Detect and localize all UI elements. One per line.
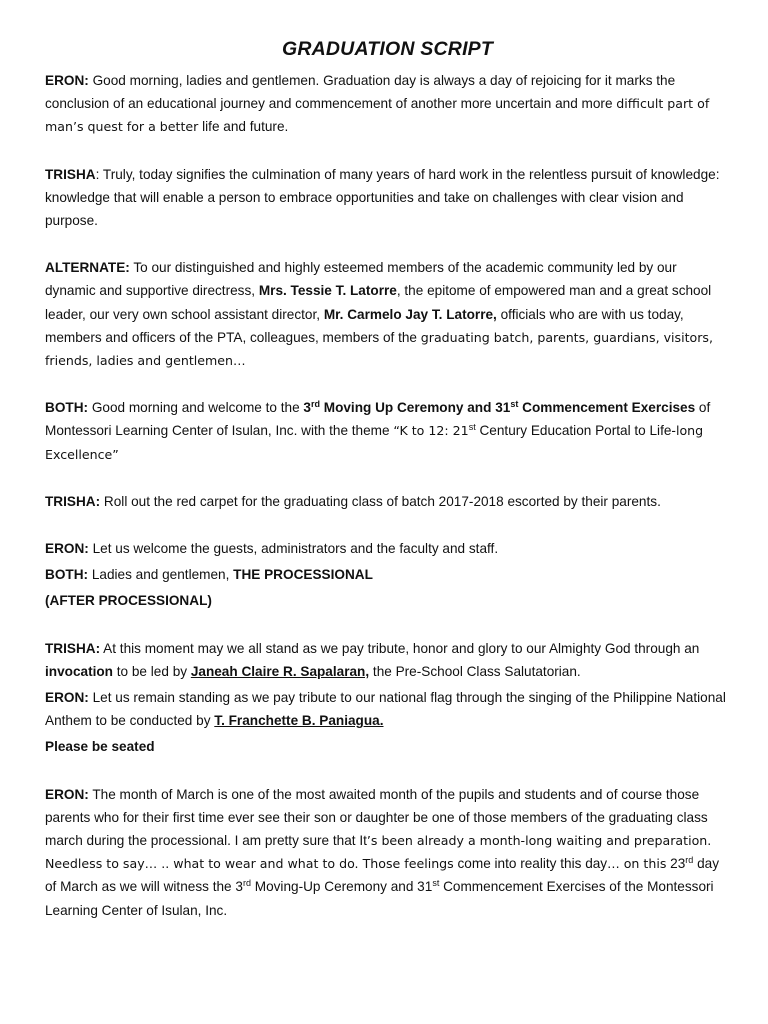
bold-run: invocation: [45, 663, 113, 679]
paragraph-trisha-red-carpet: [45, 490, 730, 513]
paragraph-trisha-culmination: [45, 163, 730, 233]
text-run: Moving-Up Ceremony and 31: [250, 879, 433, 895]
text-run: At this moment may we all stand as we pay tribute, honor and glory to our Almighty God through an: [100, 640, 700, 656]
text-run: The month of March is one of the most awaited month of the pupils and students and of course those parents who for their first time ever see their son or daughter be one of those members of the graduating class march during the processional. I am pretty sure that It: [45, 786, 708, 849]
text-run: life and future.: [198, 119, 289, 135]
text-run: graduating batch, parents, guardians, visitors, friends, ladies and gentlemen…: [45, 329, 713, 369]
speaker-label: BOTH:: [45, 567, 89, 583]
superscript: rd: [685, 855, 694, 866]
paragraph-please-be-seated: [45, 735, 730, 758]
speaker-label: ERON:: [45, 786, 89, 802]
speaker-label: ALTERNATE:: [45, 260, 130, 276]
text-run: long Excellence”: [45, 423, 704, 462]
paragraph-trisha-invocation: [45, 637, 730, 683]
assistant-director-name: Mr. Carmelo Jay T. Latorre,: [323, 306, 497, 322]
text-run: Good morning and welcome to the: [88, 400, 304, 416]
paragraph-eron-greeting: [45, 69, 730, 139]
superscript: rd: [310, 399, 320, 410]
text-run: day of March as we will witness the 3: [45, 856, 720, 895]
salutatorian-name: Janeah Claire R. Sapalaran,: [190, 663, 370, 679]
speaker-label: TRISHA:: [45, 493, 101, 509]
text-run: To our distinguished and highly esteemed members of the academic community led by our dynamic and supportive directress,: [45, 260, 677, 299]
text-run: , the epitome of empowered man and a great school leader, our very own school assistant director,: [45, 283, 712, 322]
speaker-label: BOTH:: [45, 400, 89, 416]
bold-run: Moving Up Ceremony and 31: [319, 400, 511, 416]
superscript: st: [468, 422, 476, 433]
bold-run: 3: [303, 400, 311, 416]
text-run: : Truly, today signifies the culmination of many years of hard work in the relentless pursuit of knowledge: knowledge that will enable a person to embrace opportunities and take on challenges with clear vision and purpose.: [45, 166, 720, 229]
speaker-label: TRISHA:: [45, 640, 101, 656]
document-page: [45, 38, 730, 922]
paragraph-eron-welcome-guests: [45, 537, 730, 560]
superscript: rd: [242, 878, 251, 889]
document-title: GRADUATION SCRIPT: [281, 38, 494, 60]
text-run: officials who are with us today, members and officers of the PTA, colleagues, members of the: [45, 306, 684, 345]
text-run: Commencement Exercises of the Montessori Learning Center of Isulan, Inc.: [45, 879, 714, 918]
text-run: … on this: [607, 856, 667, 872]
bold-run: THE PROCESSIONAL: [233, 567, 373, 583]
conductor-name: T. Franchette B. Paniagua.: [214, 713, 384, 729]
paragraph-after-processional: [45, 589, 730, 612]
paragraph-alternate-acknowledgement: [45, 256, 730, 372]
text-run: Good morning, ladies and gentlemen. Graduation day is always a day of rejoicing for it marks the conclusion of an educational journey and commencement of another more uncertain and more: [45, 73, 676, 112]
text-run: ’s been already a month-long waiting and preparation. Needless to say… .. what to wear and what to do. Those feelings: [45, 833, 712, 872]
speaker-label: ERON:: [45, 690, 89, 706]
paragraph-both-welcome: [45, 396, 730, 466]
speaker-label: ERON:: [45, 73, 89, 88]
paragraph-both-processional: [45, 563, 730, 586]
text-run: Century Education Portal to Life-: [475, 423, 676, 439]
text-run: Let us welcome the guests, administrators and the faculty and staff.: [88, 541, 499, 557]
text-run: come into reality this day: [453, 856, 608, 872]
superscript: st: [432, 878, 440, 889]
text-run: Let us remain standing as we pay tribute to our national flag through the singing of the Philippine National Anthem to be conducted by: [45, 690, 726, 729]
paragraph-eron-anthem: [45, 686, 730, 732]
text-run: the Pre-School Class Salutatorian.: [369, 663, 581, 679]
stage-direction: Please be seated: [45, 739, 155, 755]
text-run: to be led by: [112, 663, 191, 679]
bold-run: Commencement Exercises: [518, 400, 696, 416]
speaker-label: TRISHA: [45, 166, 96, 182]
text-run: of Montessori Learning Center of Isulan, Inc. with the theme: [45, 400, 711, 439]
stage-direction: (AFTER PROCESSIONAL): [45, 593, 212, 609]
theme-text: “K to 12: 21: [393, 423, 469, 439]
text-run: Roll out the red carpet for the graduating class of batch 2017-2018 escorted by their parents.: [100, 493, 661, 509]
speaker-label: ERON:: [45, 541, 89, 557]
superscript: st: [510, 399, 519, 410]
text-run: Ladies and gentlemen,: [88, 567, 234, 583]
text-run: 23: [666, 856, 686, 872]
text-run: difficult part of man’s quest for a better: [45, 96, 710, 135]
paragraph-eron-march: [45, 783, 730, 922]
directress-name: Mrs. Tessie T. Latorre: [258, 283, 397, 299]
